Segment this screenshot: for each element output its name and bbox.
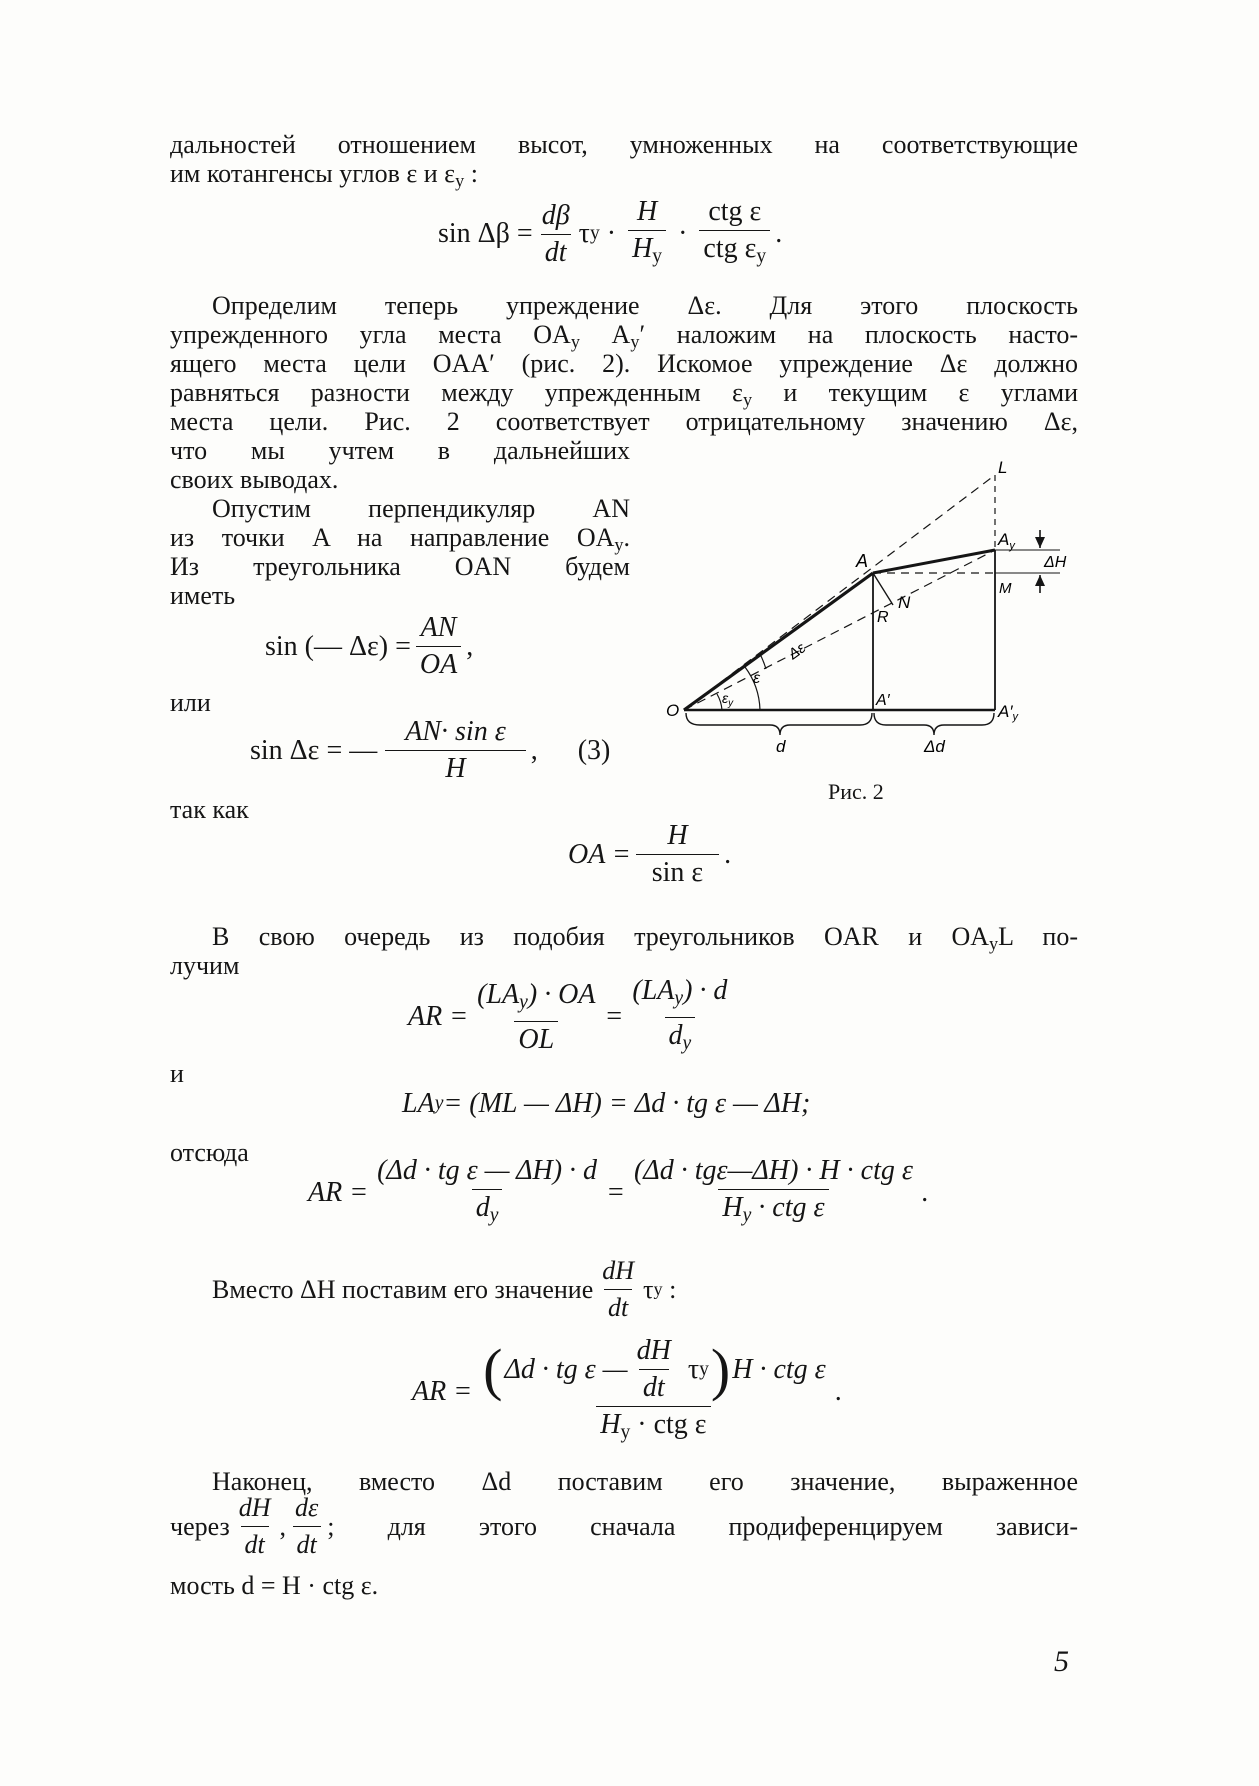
line-a-n (873, 573, 893, 605)
text-line: и (170, 1059, 184, 1088)
text-line: из точки A на направление $OA_у$. (170, 523, 630, 555)
equation-3: sin Δε = — $\frac{\text{AN· sin ε}}{H}$ , (3) (250, 716, 611, 784)
label-ay1: A′у (998, 702, 1019, 723)
dh-arrowhead-top (1035, 537, 1045, 548)
label-a: A (856, 551, 869, 571)
text-line: им котангенсы углов ε и $\varepsilon_у$ : (170, 159, 478, 191)
brace-delta-d (874, 713, 994, 735)
text-line-delta-h: Вместо ΔH поставим его значение $\frac{dH}{dt}$ τ у : (212, 1256, 677, 1322)
text-line: своих выводах. (170, 465, 339, 494)
text-line-derivatives: через $\frac{dH}{dt}$ , $\frac{d\varepsilon}{dt}$ ; для этого сначала продиференцируем зависи- (170, 1493, 1078, 1559)
label-ay: $A_у$ (998, 530, 1015, 552)
equation-ar-1: AR = $\frac{(LA_у) \cdot OA}{OL}$ = $\frac{(LA_у) \cdot d}{d_у}$ (408, 975, 736, 1060)
text-line: упрежденного угла места $OA_у$ $A_у'$ наложим на плоскость насто- (170, 320, 1079, 352)
label-n: N (898, 593, 911, 612)
text-line: лучим (170, 951, 240, 980)
equation-oa: OA = $\frac{H}{\text{sin ε}}$ . (568, 820, 732, 888)
figure-2 (660, 455, 1080, 775)
dh-arrowhead-bottom (1035, 575, 1045, 586)
label-m: M (999, 580, 1012, 597)
label-o: O (666, 701, 680, 720)
text-line: Определим теперь упреждение Δε. Для этого плоскость (212, 291, 1078, 320)
text-line: В свою очередь из подобия треугольников OAR и $OA_уL$ по- (212, 922, 1078, 954)
label-dh: ΔH (1044, 554, 1067, 571)
equation-sin-minus-delta-eps: sin (— Δε) = $\frac{AN}{OA}$ , (265, 612, 474, 680)
equation-lay: LA у = (ML — ΔH) = Δd · tg ε — ΔH; (402, 1088, 811, 1119)
text-line: места цели. Рис. 2 соответствует отрицательному значению Δε, (170, 407, 1078, 436)
figure-caption: Рис. 2 (828, 779, 884, 804)
label-delta-d: Δd (924, 737, 945, 756)
text-line: мость d = H · ctg ε. (170, 1571, 379, 1600)
label-eps-y: $\varepsilon_у$ (722, 690, 734, 709)
label-a1: A′ (876, 692, 890, 709)
dashed-o-ay (684, 550, 995, 710)
text-line: или (170, 688, 211, 717)
label-delta-eps: Δε (785, 639, 809, 664)
text-line: так как (170, 795, 249, 824)
equation-ar-3: AR = ( Δd · tg ε — $\frac{dH}{dt}$ τ у ) H · ctg ε $H_у$ · ctg ε . (412, 1335, 842, 1449)
brace-d (686, 713, 872, 735)
text-line: Из треугольника OAN будем (170, 552, 630, 581)
text-line: что мы учтем в дальнейших (170, 436, 630, 465)
arc-delta-eps (760, 654, 766, 669)
label-eps: ε (753, 670, 761, 687)
equation-ar-2: AR = $\frac{\text{(Δd · tg ε — ΔH) · d}}{d_у}$ = $\frac{\text{(Δd · tgε—ΔH) · H · ctg ε}}{H_у \cdot ctg \varepsilon}$ . (308, 1155, 929, 1232)
label-d: d (776, 737, 786, 756)
page-number: 5 (1054, 1645, 1069, 1678)
line-o-a (684, 573, 873, 710)
text-line: равняться разности между упрежденным $\varepsilon_у$ и текущим ε углами (170, 378, 1078, 410)
text-line: отсюда (170, 1138, 249, 1167)
text-line: иметь (170, 581, 236, 610)
text-line: Наконец, вместо Δd поставим его значение, выраженное (212, 1467, 1078, 1496)
label-r: R (877, 609, 889, 626)
text-line: дальностей отношением высот, умноженных на соответствующие (170, 130, 1078, 159)
text-line: Опустим перпендикуляр AN (212, 494, 630, 523)
text-line: ящего места цели OAA′ (рис. 2). Искомое упреждение Δε должно (170, 349, 1078, 378)
label-l: L (998, 458, 1008, 477)
equation-sin-delta-beta: sin Δβ = $\frac{d\beta}{dt}$ τ у · $\frac{H}{H_у}$ · $\frac{\text{ctg ε}}{ctg \varepsilon_у}$ . (438, 196, 782, 273)
